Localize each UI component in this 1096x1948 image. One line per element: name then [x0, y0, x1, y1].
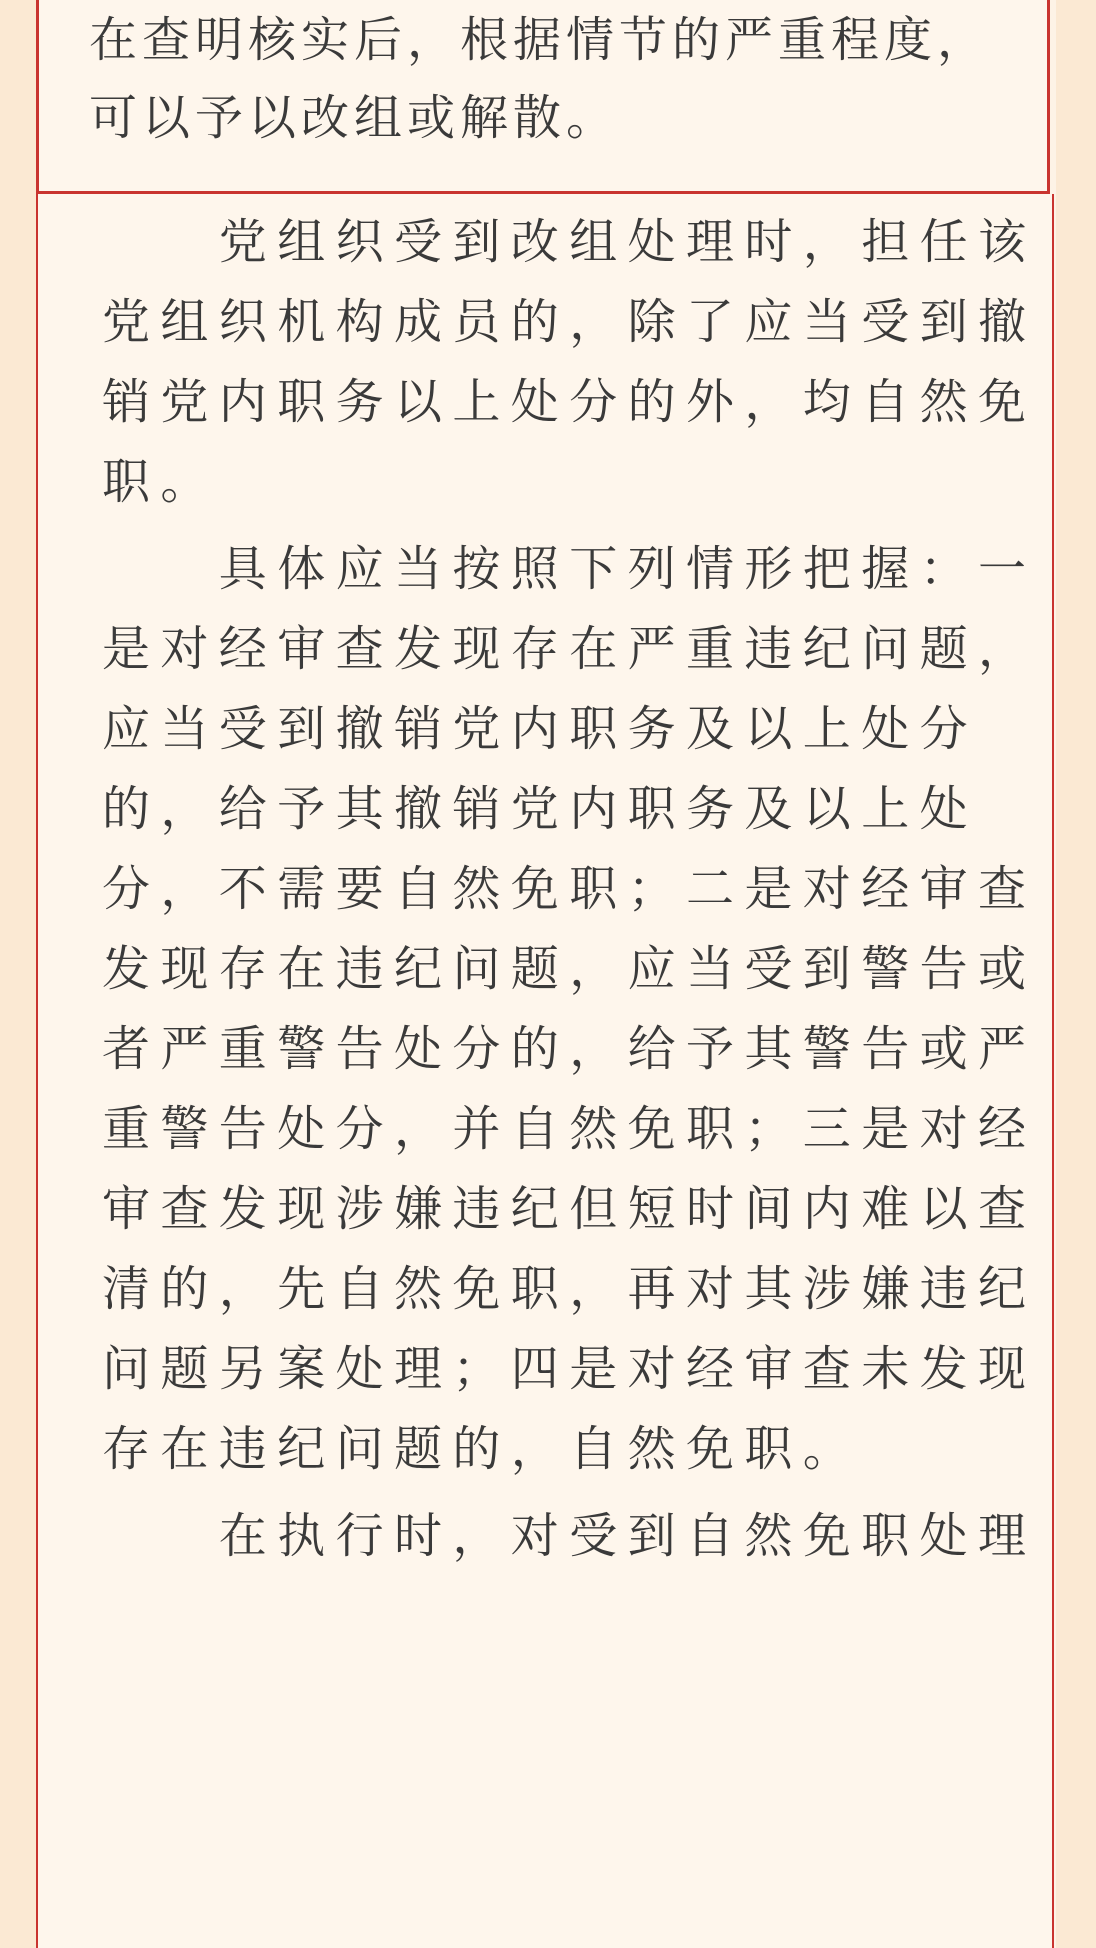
paragraph-line: 发现存在违纪问题，应当受到警告或 — [102, 941, 1037, 997]
page-margin-left — [0, 0, 36, 1948]
paragraph-line: 具体应当按照下列情形把握：一 — [102, 541, 1037, 597]
paragraph-line: 审查发现涉嫌违纪但短时间内难以查 — [102, 1181, 1037, 1237]
paragraph-line: 职。 — [102, 454, 219, 510]
paragraph-line: 党组织受到改组处理时，担任该 — [102, 214, 1037, 270]
quoted-clause-box — [36, 0, 1050, 194]
paragraph-line: 清的，先自然免职，再对其涉嫌违纪 — [102, 1261, 1037, 1317]
quote-line: 可以予以改组或解散。 — [89, 90, 620, 146]
paragraph-line: 在执行时，对受到自然免职处理 — [102, 1508, 1037, 1564]
paragraph-line: 重警告处分，并自然免职；三是对经 — [102, 1101, 1037, 1157]
paragraph-line: 问题另案处理；四是对经审查未发现 — [102, 1341, 1037, 1397]
paragraph-line: 的，给予其撤销党内职务及以上处 — [102, 781, 979, 837]
paragraph-line: 分，不需要自然免职；二是对经审查 — [102, 861, 1037, 917]
paragraph-line: 销党内职务以上处分的外，均自然免 — [102, 374, 1037, 430]
article-body — [36, 194, 1054, 1948]
page-margin-right — [1056, 0, 1096, 1948]
paragraph-line: 党组织机构成员的，除了应当受到撤 — [102, 294, 1037, 350]
paragraph-line: 存在违纪问题的，自然免职。 — [102, 1421, 862, 1477]
paragraph-line: 应当受到撤销党内职务及以上处分 — [102, 701, 979, 757]
paragraph-line: 是对经审查发现存在严重违纪问题， — [102, 621, 1037, 677]
paragraph-line: 者严重警告处分的，给予其警告或严 — [102, 1021, 1037, 1077]
quote-line: 在查明核实后，根据情节的严重程度， — [89, 12, 991, 68]
